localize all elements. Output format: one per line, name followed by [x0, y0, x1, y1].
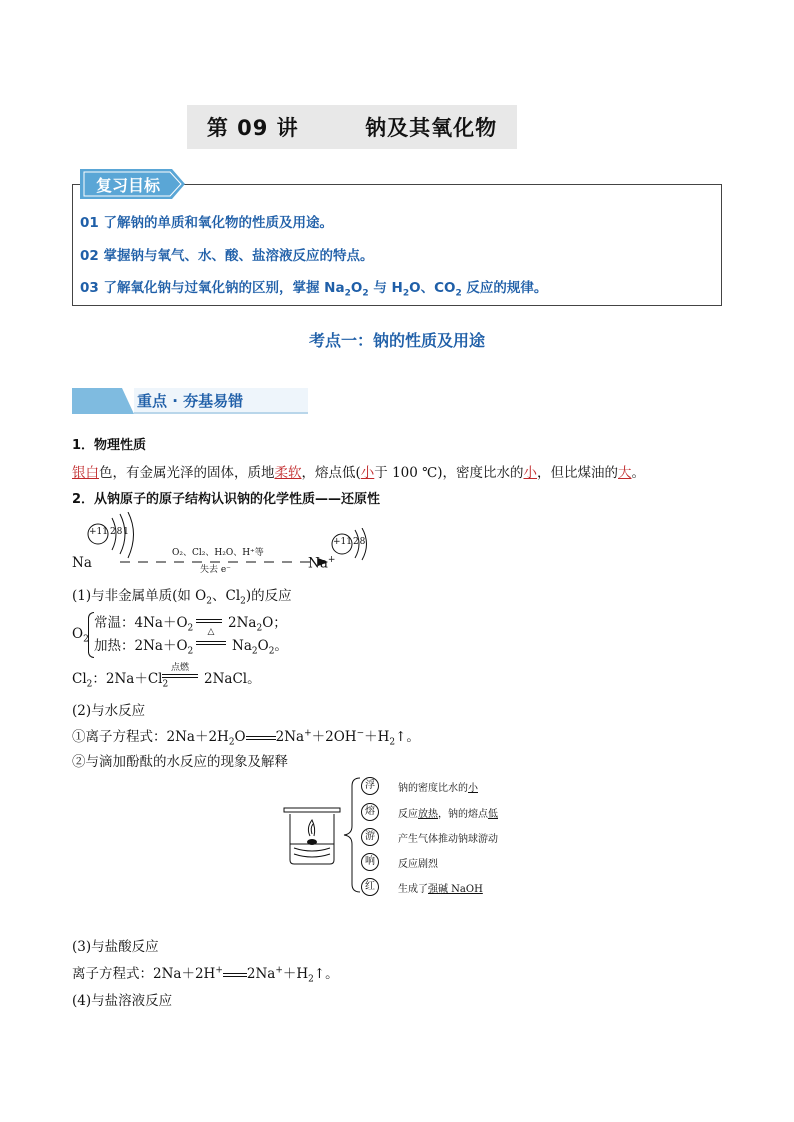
- cl2-equals: [162, 674, 198, 678]
- na-symbol: Na: [72, 555, 92, 571]
- acid-heading: (3)与盐酸反应: [72, 939, 159, 955]
- section-title: 考点一：钠的性质及用途: [308, 331, 485, 350]
- reaction-lose-electrons: 失去 e⁻: [200, 565, 231, 575]
- phenomenon-melt-char: 熔: [361, 803, 379, 821]
- phenomenon-red-char: 红: [361, 878, 379, 896]
- water-ionic-eq: ①离子方程式：$2Na+2H_2O$ $2Na^++2OH^-+H_2↑$。: [72, 728, 420, 748]
- nonmetal-heading: (1)与非金属单质(如 $O_2$、$Cl_2$)的反应: [72, 588, 292, 607]
- o2-room-temp-eq: 常温：$4Na+O_2$: [94, 615, 194, 634]
- na-ion-nucleus: +11: [333, 537, 352, 547]
- acid-ionic-eq: 离子方程式：2Na＋2H+ $2Na^++H_2↑$。: [72, 965, 339, 985]
- chemical-heading: 2．从钠原子的原子结构认识钠的化学性质——还原性: [72, 492, 381, 507]
- goal-item-3: 03 了解氧化钠与过氧化钠的区别，掌握 $Na_2O_2$ 与 $H_2O$、$CO_2$ 反应的规律。: [80, 280, 548, 299]
- phenomenon-sound-char: 响: [361, 853, 379, 871]
- o2-heat-condition: △: [207, 627, 215, 637]
- phenomenon-red-text: 生成了强碱 NaOH: [398, 884, 483, 895]
- cl2-product: 2NaCl。: [204, 671, 261, 687]
- water-heading: (2)与水反应: [72, 703, 146, 719]
- o2-heat-eq: 加热：$2Na+O_2$: [94, 638, 194, 657]
- cl2-condition: 点燃: [170, 663, 189, 673]
- na-ion-symbol: Na+: [308, 555, 336, 572]
- cl2-eq: $Cl_2$：$2Na+Cl_2$: [72, 671, 169, 690]
- section-banner-label: 重点 · 夯基易错: [137, 392, 244, 410]
- phenomenon-sound-text: 反应剧烈: [398, 859, 438, 870]
- beaker-illustration: [282, 800, 344, 868]
- o2-room-temp-equals: [196, 619, 222, 623]
- goal-item-1: 01 了解钠的单质和氧化物的性质及用途。: [80, 215, 333, 231]
- page-title: 第 09 讲 钠及其氧化物: [206, 116, 498, 140]
- phenomenon-swim-text: 产生气体推动钠球游动: [398, 834, 498, 845]
- na-ion-shells: 2 8: [353, 537, 365, 547]
- physical-text: 银白色，有金属光泽的固体，质地柔软，熔点低(小于 100 ℃)，密度比水的小，但比煤油的大。: [72, 465, 645, 481]
- phenomenon-float-text: 钠的密度比水的小: [398, 783, 478, 794]
- na-atom-nucleus: +11: [89, 527, 108, 537]
- o2-heat-product: $Na_2O_2$。: [232, 638, 288, 657]
- o2-room-temp-product: $2Na_2O$；: [228, 615, 287, 634]
- na-atom-shells: 2 8 1: [110, 527, 128, 537]
- o2-label: $O_2$: [72, 626, 89, 645]
- reaction-reagents: O₂、Cl₂、H₂O、H⁺等: [172, 548, 264, 558]
- salt-heading: (4)与盐溶液反应: [72, 993, 173, 1009]
- goal-item-2: 02 掌握钠与氧气、水、酸、盐溶液反应的特点。: [80, 248, 374, 264]
- phenol-heading: ②与滴加酚酞的水反应的现象及解释: [72, 754, 288, 770]
- phenomena-brace: [342, 776, 362, 894]
- phenomenon-float-char: 浮: [361, 777, 379, 795]
- goals-tag-label: 复习目标: [96, 176, 161, 195]
- phenomenon-melt-text: 反应放热，钠的熔点低: [398, 809, 498, 820]
- phenomenon-swim-char: 游: [361, 828, 379, 846]
- physical-heading: 1．物理性质: [72, 438, 147, 453]
- o2-heat-equals: [196, 641, 226, 645]
